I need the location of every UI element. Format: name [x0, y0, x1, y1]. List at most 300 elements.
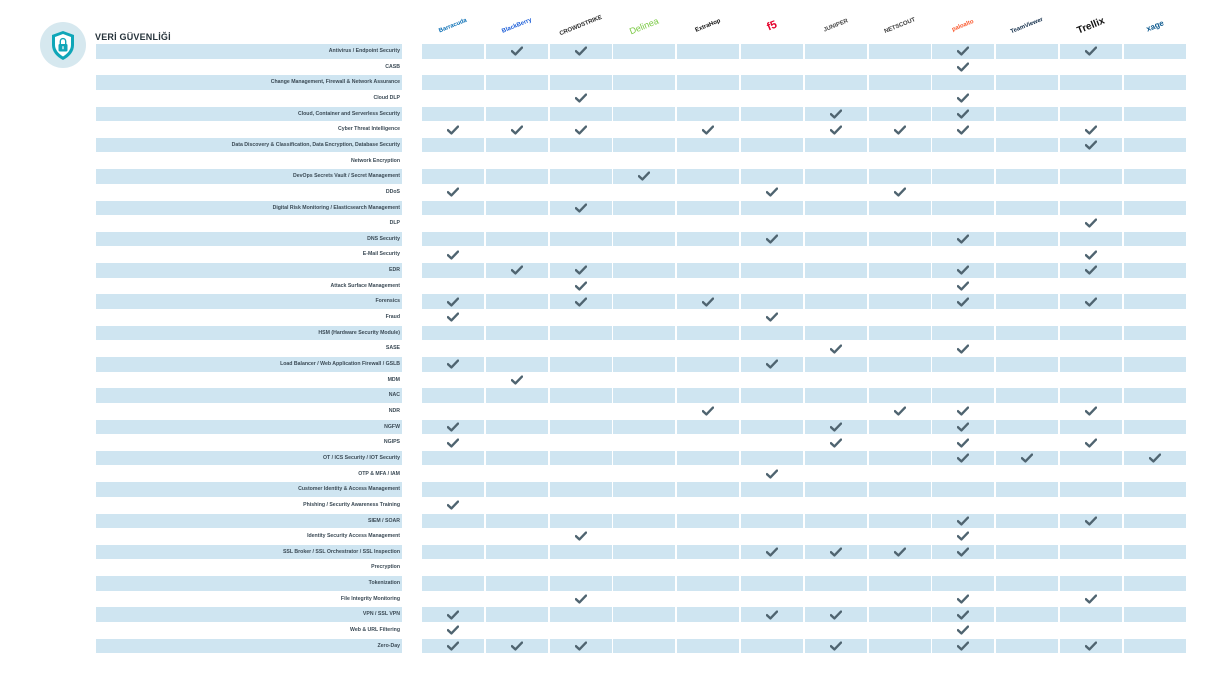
cell-f5 [741, 404, 803, 419]
cell-f5 [741, 138, 803, 153]
cell-f5 [741, 310, 803, 325]
cell-paloalto [932, 216, 994, 231]
cell-barracuda [422, 451, 484, 466]
cell-barracuda [422, 623, 484, 638]
cell-xage [1124, 576, 1186, 591]
cell-extrahop [677, 310, 739, 325]
cell-delinea [613, 138, 675, 153]
cell-paloalto [932, 420, 994, 435]
cell-teamviewer [996, 623, 1058, 638]
cell-paloalto [932, 373, 994, 388]
check-icon [957, 610, 969, 620]
cell-crowdstrike [550, 498, 612, 513]
section-title: VERİ GÜVENLİĞİ [95, 32, 171, 42]
cell-juniper [805, 60, 867, 75]
cell-barracuda [422, 388, 484, 403]
cell-teamviewer [996, 388, 1058, 403]
cell-teamviewer [996, 60, 1058, 75]
check-icon [766, 610, 778, 620]
cell-delinea [613, 607, 675, 622]
cell-crowdstrike [550, 514, 612, 529]
cell-extrahop [677, 357, 739, 372]
cell-delinea [613, 154, 675, 169]
cell-f5 [741, 357, 803, 372]
table-row [0, 75, 1229, 90]
table-row [0, 514, 1229, 529]
cell-teamviewer [996, 107, 1058, 122]
check-icon [447, 610, 459, 620]
table-row [0, 247, 1229, 262]
check-icon [1149, 453, 1161, 463]
cell-netscout [869, 138, 931, 153]
cell-trellix [1060, 310, 1122, 325]
cell-f5 [741, 576, 803, 591]
cell-xage [1124, 185, 1186, 200]
cell-juniper [805, 607, 867, 622]
cell-crowdstrike [550, 576, 612, 591]
cell-xage [1124, 404, 1186, 419]
cell-juniper [805, 263, 867, 278]
row-label: SIEM / SOAR [96, 514, 402, 529]
cell-barracuda [422, 60, 484, 75]
cell-teamviewer [996, 138, 1058, 153]
cell-netscout [869, 279, 931, 294]
check-icon [702, 406, 714, 416]
row-label: Customer Identity & Access Management [96, 482, 402, 497]
cell-paloalto [932, 232, 994, 247]
row-label: Antivirus / Endpoint Security [96, 44, 402, 59]
row-label: Phishing / Security Awareness Training [303, 501, 400, 508]
cell-crowdstrike [550, 91, 612, 106]
cell-trellix [1060, 545, 1122, 560]
check-icon [1085, 438, 1097, 448]
cell-paloalto [932, 44, 994, 59]
cell-blackberry [486, 435, 548, 450]
cell-netscout [869, 373, 931, 388]
cell-juniper [805, 169, 867, 184]
check-icon [1085, 140, 1097, 150]
check-icon [447, 312, 459, 322]
check-icon [575, 594, 587, 604]
cell-extrahop [677, 467, 739, 482]
cell-crowdstrike [550, 247, 612, 262]
check-icon [894, 125, 906, 135]
cell-blackberry [486, 154, 548, 169]
vendor-logo-extrahop [677, 8, 739, 44]
cell-xage [1124, 592, 1186, 607]
cell-blackberry [486, 185, 548, 200]
cell-juniper [805, 623, 867, 638]
check-icon [1021, 453, 1033, 463]
cell-netscout [869, 639, 931, 654]
table-row [0, 107, 1229, 122]
cell-barracuda [422, 122, 484, 137]
cell-crowdstrike [550, 263, 612, 278]
cell-f5 [741, 482, 803, 497]
cell-netscout [869, 514, 931, 529]
cell-f5 [741, 60, 803, 75]
cell-barracuda [422, 639, 484, 654]
cell-juniper [805, 639, 867, 654]
cell-netscout [869, 529, 931, 544]
cell-juniper [805, 404, 867, 419]
cell-f5 [741, 91, 803, 106]
cell-delinea [613, 529, 675, 544]
cell-paloalto [932, 279, 994, 294]
check-icon [1085, 594, 1097, 604]
cell-trellix [1060, 185, 1122, 200]
cell-trellix [1060, 91, 1122, 106]
vendor-logo-text: BlackBerry [500, 17, 533, 35]
cell-xage [1124, 44, 1186, 59]
check-icon [447, 625, 459, 635]
cell-juniper [805, 91, 867, 106]
vendor-logo-text: ExtraHop [694, 18, 722, 34]
cell-netscout [869, 263, 931, 278]
cell-paloalto [932, 467, 994, 482]
cell-xage [1124, 482, 1186, 497]
cell-xage [1124, 232, 1186, 247]
cell-crowdstrike [550, 467, 612, 482]
cell-blackberry [486, 482, 548, 497]
cell-paloalto [932, 592, 994, 607]
cell-juniper [805, 232, 867, 247]
cell-trellix [1060, 232, 1122, 247]
cell-blackberry [486, 263, 548, 278]
cell-delinea [613, 326, 675, 341]
row-label: Fraud [385, 314, 400, 321]
cell-extrahop [677, 107, 739, 122]
row-label: Web & URL Filtering [350, 627, 400, 634]
cell-delinea [613, 60, 675, 75]
table-row [0, 420, 1229, 435]
cell-teamviewer [996, 341, 1058, 356]
table-row [0, 498, 1229, 513]
cell-xage [1124, 310, 1186, 325]
vendor-logo-text: NETSCOUT [883, 17, 917, 35]
cell-delinea [613, 420, 675, 435]
cell-xage [1124, 420, 1186, 435]
cell-delinea [613, 75, 675, 90]
cell-teamviewer [996, 263, 1058, 278]
table-row [0, 232, 1229, 247]
cell-trellix [1060, 467, 1122, 482]
cell-teamviewer [996, 310, 1058, 325]
cell-trellix [1060, 44, 1122, 59]
cell-blackberry [486, 357, 548, 372]
cell-trellix [1060, 247, 1122, 262]
vendor-logo-crowdstrike [550, 8, 612, 44]
check-icon [830, 125, 842, 135]
cell-delinea [613, 107, 675, 122]
cell-paloalto [932, 75, 994, 90]
cell-juniper [805, 107, 867, 122]
check-icon [702, 125, 714, 135]
cell-teamviewer [996, 122, 1058, 137]
check-icon [1085, 297, 1097, 307]
cell-f5 [741, 529, 803, 544]
cell-extrahop [677, 560, 739, 575]
cell-netscout [869, 310, 931, 325]
cell-trellix [1060, 216, 1122, 231]
cell-trellix [1060, 576, 1122, 591]
cell-xage [1124, 341, 1186, 356]
cell-extrahop [677, 639, 739, 654]
check-icon [447, 297, 459, 307]
check-icon [957, 438, 969, 448]
cell-delinea [613, 498, 675, 513]
cell-xage [1124, 529, 1186, 544]
cell-delinea [613, 451, 675, 466]
cell-extrahop [677, 420, 739, 435]
cell-xage [1124, 107, 1186, 122]
cell-f5 [741, 467, 803, 482]
cell-teamviewer [996, 201, 1058, 216]
vendor-logo-delinea [613, 8, 675, 44]
cell-paloalto [932, 122, 994, 137]
check-icon [575, 297, 587, 307]
row-label: DDoS [385, 188, 400, 195]
cell-xage [1124, 514, 1186, 529]
cell-juniper [805, 373, 867, 388]
cell-paloalto [932, 639, 994, 654]
table-row [0, 623, 1229, 638]
cell-trellix [1060, 279, 1122, 294]
vendor-logo-text: f5 [765, 18, 779, 34]
table-row [0, 169, 1229, 184]
cell-extrahop [677, 216, 739, 231]
cell-barracuda [422, 545, 484, 560]
table-row [0, 263, 1229, 278]
table-row [0, 576, 1229, 591]
check-icon [957, 125, 969, 135]
cell-delinea [613, 592, 675, 607]
cell-paloalto [932, 607, 994, 622]
cell-delinea [613, 169, 675, 184]
cell-f5 [741, 263, 803, 278]
table-row [0, 201, 1229, 216]
cell-trellix [1060, 154, 1122, 169]
cell-xage [1124, 154, 1186, 169]
cell-f5 [741, 639, 803, 654]
check-icon [830, 422, 842, 432]
cell-teamviewer [996, 404, 1058, 419]
check-icon [957, 516, 969, 526]
cell-crowdstrike [550, 357, 612, 372]
cell-paloalto [932, 560, 994, 575]
cell-barracuda [422, 91, 484, 106]
cell-xage [1124, 545, 1186, 560]
cell-delinea [613, 576, 675, 591]
cell-teamviewer [996, 639, 1058, 654]
cell-barracuda [422, 169, 484, 184]
cell-blackberry [486, 247, 548, 262]
cell-paloalto [932, 169, 994, 184]
row-label: Change Management, Firewall & Network Assurance [96, 75, 402, 90]
cell-paloalto [932, 482, 994, 497]
row-label: Data Discovery & Classification, Data Encryption, Database Security [96, 138, 402, 153]
check-icon [830, 344, 842, 354]
cell-trellix [1060, 373, 1122, 388]
cell-teamviewer [996, 514, 1058, 529]
row-label: MDM [387, 376, 400, 383]
cell-netscout [869, 560, 931, 575]
cell-juniper [805, 247, 867, 262]
cell-crowdstrike [550, 279, 612, 294]
cell-juniper [805, 185, 867, 200]
cell-netscout [869, 75, 931, 90]
cell-juniper [805, 201, 867, 216]
cell-blackberry [486, 201, 548, 216]
cell-juniper [805, 498, 867, 513]
check-icon [766, 547, 778, 557]
cell-juniper [805, 279, 867, 294]
cell-delinea [613, 560, 675, 575]
cell-xage [1124, 467, 1186, 482]
vendor-logo-netscout [869, 8, 931, 44]
cell-paloalto [932, 201, 994, 216]
cell-juniper [805, 467, 867, 482]
cell-teamviewer [996, 44, 1058, 59]
cell-teamviewer [996, 451, 1058, 466]
cell-f5 [741, 623, 803, 638]
cell-barracuda [422, 154, 484, 169]
cell-xage [1124, 216, 1186, 231]
check-icon [447, 438, 459, 448]
table-row [0, 451, 1229, 466]
vendor-logo-juniper [805, 8, 867, 44]
cell-crowdstrike [550, 388, 612, 403]
cell-blackberry [486, 169, 548, 184]
cell-xage [1124, 498, 1186, 513]
cell-crowdstrike [550, 185, 612, 200]
check-icon [638, 171, 650, 181]
check-icon [1085, 125, 1097, 135]
cell-xage [1124, 639, 1186, 654]
cell-teamviewer [996, 357, 1058, 372]
cell-barracuda [422, 310, 484, 325]
cell-extrahop [677, 435, 739, 450]
cell-extrahop [677, 545, 739, 560]
cell-barracuda [422, 247, 484, 262]
cell-teamviewer [996, 607, 1058, 622]
cell-f5 [741, 169, 803, 184]
cell-blackberry [486, 216, 548, 231]
cell-netscout [869, 607, 931, 622]
row-label: SSL Broker / SSL Orchestrator / SSL Inspection [96, 545, 402, 560]
cell-blackberry [486, 75, 548, 90]
cell-teamviewer [996, 482, 1058, 497]
cell-juniper [805, 482, 867, 497]
cell-extrahop [677, 592, 739, 607]
cell-extrahop [677, 232, 739, 247]
cell-xage [1124, 294, 1186, 309]
row-label: NDR [388, 407, 400, 414]
cell-juniper [805, 576, 867, 591]
cell-barracuda [422, 201, 484, 216]
cell-xage [1124, 263, 1186, 278]
cell-netscout [869, 357, 931, 372]
cell-blackberry [486, 420, 548, 435]
table-row [0, 404, 1229, 419]
cell-teamviewer [996, 75, 1058, 90]
cell-netscout [869, 545, 931, 560]
cell-f5 [741, 341, 803, 356]
row-label: DevOps Secrets Vault / Secret Management [96, 169, 402, 184]
cell-extrahop [677, 60, 739, 75]
cell-netscout [869, 154, 931, 169]
check-icon [957, 234, 969, 244]
cell-f5 [741, 107, 803, 122]
cell-blackberry [486, 529, 548, 544]
vendor-logo-blackberry [486, 8, 548, 44]
check-icon [511, 375, 523, 385]
cell-crowdstrike [550, 545, 612, 560]
row-label: Load Balancer / Web Application Firewall / GSLB [96, 357, 402, 372]
cell-netscout [869, 91, 931, 106]
cell-teamviewer [996, 576, 1058, 591]
cell-delinea [613, 310, 675, 325]
cell-xage [1124, 326, 1186, 341]
cell-extrahop [677, 576, 739, 591]
cell-crowdstrike [550, 560, 612, 575]
cell-juniper [805, 514, 867, 529]
cell-paloalto [932, 498, 994, 513]
cell-delinea [613, 247, 675, 262]
cell-f5 [741, 607, 803, 622]
cell-crowdstrike [550, 435, 612, 450]
cell-delinea [613, 357, 675, 372]
check-icon [957, 422, 969, 432]
cell-crowdstrike [550, 482, 612, 497]
cell-delinea [613, 545, 675, 560]
cell-extrahop [677, 607, 739, 622]
check-icon [957, 46, 969, 56]
cell-crowdstrike [550, 310, 612, 325]
cell-trellix [1060, 498, 1122, 513]
cell-trellix [1060, 623, 1122, 638]
cell-blackberry [486, 341, 548, 356]
cell-xage [1124, 357, 1186, 372]
cell-barracuda [422, 341, 484, 356]
cell-paloalto [932, 357, 994, 372]
cell-trellix [1060, 607, 1122, 622]
cell-trellix [1060, 560, 1122, 575]
cell-paloalto [932, 294, 994, 309]
check-icon [957, 594, 969, 604]
vendor-logo-text: paloalto [951, 18, 976, 34]
cell-blackberry [486, 451, 548, 466]
cell-extrahop [677, 138, 739, 153]
cell-teamviewer [996, 498, 1058, 513]
cell-extrahop [677, 263, 739, 278]
cell-juniper [805, 529, 867, 544]
cell-delinea [613, 263, 675, 278]
check-icon [447, 500, 459, 510]
cell-juniper [805, 154, 867, 169]
cell-barracuda [422, 216, 484, 231]
cell-barracuda [422, 185, 484, 200]
cell-delinea [613, 514, 675, 529]
cell-extrahop [677, 404, 739, 419]
cell-blackberry [486, 44, 548, 59]
cell-juniper [805, 216, 867, 231]
cell-netscout [869, 404, 931, 419]
cell-blackberry [486, 91, 548, 106]
cell-crowdstrike [550, 529, 612, 544]
cell-netscout [869, 623, 931, 638]
cell-delinea [613, 623, 675, 638]
